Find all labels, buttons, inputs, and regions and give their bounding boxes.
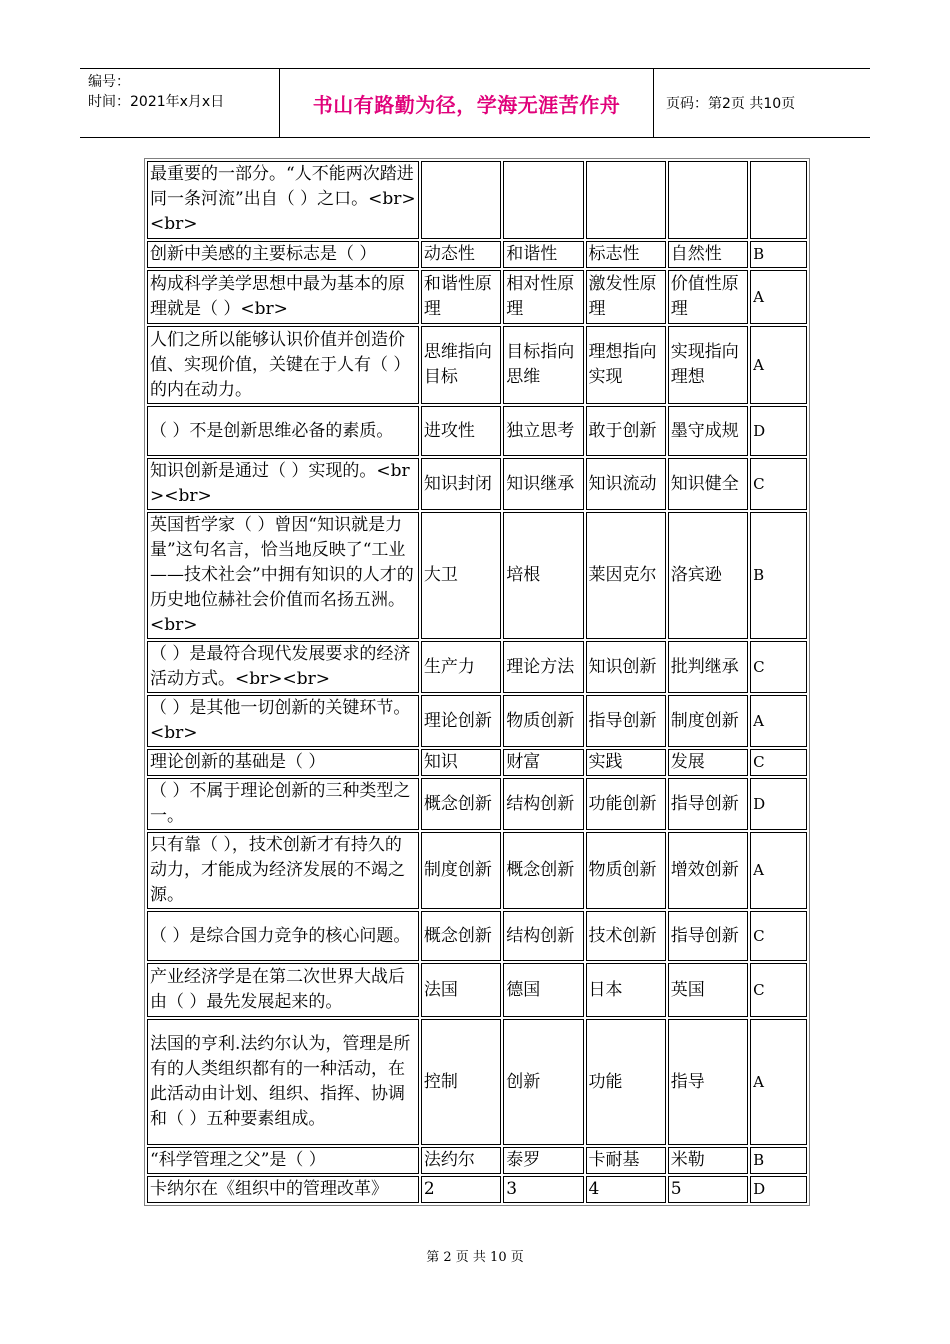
answer-cell: A: [750, 832, 807, 909]
time-label: 时间：2021年x月x日: [88, 94, 225, 110]
option-a-cell: 和谐性原理: [421, 270, 501, 324]
table-row: [147, 241, 807, 268]
question-cell: （ ）是最符合现代发展要求的经济活动方式。<br><br>: [147, 641, 419, 693]
question-table-body: [147, 161, 807, 1203]
answer-cell: C: [750, 641, 807, 693]
option-c-cell: 物质创新: [586, 832, 666, 909]
option-c-cell: 卡耐基: [586, 1147, 666, 1174]
option-c-cell: 标志性: [586, 241, 666, 268]
header-motto: 书山有路勤为径，学海无涯苦作舟: [280, 69, 654, 137]
option-a-cell: 理论创新: [421, 695, 501, 747]
option-c-cell: [586, 161, 666, 239]
page-footer: 第 2 页 共 10 页: [426, 1250, 524, 1265]
option-b-cell: 德国: [503, 963, 583, 1017]
answer-cell: A: [750, 1019, 807, 1145]
answer-cell: B: [750, 241, 807, 268]
option-a-cell: 控制: [421, 1019, 501, 1145]
option-d-cell: 墨守成规: [668, 406, 748, 456]
answer-cell: B: [750, 512, 807, 639]
option-a-cell: 进攻性: [421, 406, 501, 456]
option-d-cell: 增效创新: [668, 832, 748, 909]
option-c-cell: 知识流动: [586, 458, 666, 510]
option-b-cell: 独立思考: [503, 406, 583, 456]
option-a-cell: 知识封闭: [421, 458, 501, 510]
table-row: [147, 270, 807, 324]
table-row: [147, 512, 807, 639]
answer-cell: C: [750, 911, 807, 961]
option-c-cell: 敢于创新: [586, 406, 666, 456]
option-c-cell: 技术创新: [586, 911, 666, 961]
table-row: [147, 161, 807, 239]
number-label: 编号：: [88, 74, 130, 90]
question-cell: 理论创新的基础是（ ）: [147, 749, 419, 776]
option-d-cell: 发展: [668, 749, 748, 776]
option-d-cell: 洛宾逊: [668, 512, 748, 639]
option-b-cell: [503, 161, 583, 239]
answer-cell: B: [750, 1147, 807, 1174]
answer-cell: A: [750, 270, 807, 324]
table-row: [147, 778, 807, 830]
answer-cell: A: [750, 695, 807, 747]
option-d-cell: 制度创新: [668, 695, 748, 747]
option-b-cell: 结构创新: [503, 778, 583, 830]
option-d-cell: 指导创新: [668, 911, 748, 961]
option-d-cell: 批判继承: [668, 641, 748, 693]
question-cell: 英国哲学家（ ）曾因“知识就是力量”这句名言，恰当地反映了“工业——技术社会”中拥有知识的人才的历史地位赫社会价值而名扬五洲。<br>: [147, 512, 419, 639]
option-a-cell: 概念创新: [421, 778, 501, 830]
option-b-cell: 财富: [503, 749, 583, 776]
option-c-cell: 理想指向实现: [586, 326, 666, 404]
option-d-cell: 价值性原理: [668, 270, 748, 324]
table-row: [147, 832, 807, 909]
table-row: [147, 695, 807, 747]
option-b-cell: 培根: [503, 512, 583, 639]
option-d-cell: 知识健全: [668, 458, 748, 510]
option-d-cell: [668, 161, 748, 239]
option-d-cell: 米勒: [668, 1147, 748, 1174]
question-cell: 创新中美感的主要标志是（ ）: [147, 241, 419, 268]
option-c-cell: 莱因克尔: [586, 512, 666, 639]
option-b-cell: 泰罗: [503, 1147, 583, 1174]
option-c-cell: 知识创新: [586, 641, 666, 693]
option-a-cell: 生产力: [421, 641, 501, 693]
option-a-cell: 思维指向目标: [421, 326, 501, 404]
question-cell: 最重要的一部分。“人不能两次踏进同一条河流”出自（ ）之口。<br><br>: [147, 161, 419, 239]
answer-cell: A: [750, 326, 807, 404]
option-d-cell: 指导: [668, 1019, 748, 1145]
page-header: [80, 68, 870, 138]
table-row: [147, 911, 807, 961]
answer-cell: C: [750, 963, 807, 1017]
question-cell: （ ）是其他一切创新的关键环节。<br>: [147, 695, 419, 747]
option-a-cell: 2: [421, 1176, 501, 1203]
option-d-cell: 5: [668, 1176, 748, 1203]
option-d-cell: 英国: [668, 963, 748, 1017]
option-c-cell: 指导创新: [586, 695, 666, 747]
option-b-cell: 知识继承: [503, 458, 583, 510]
answer-cell: [750, 161, 807, 239]
table-row: [147, 963, 807, 1017]
option-b-cell: 创新: [503, 1019, 583, 1145]
option-b-cell: 结构创新: [503, 911, 583, 961]
option-a-cell: 动态性: [421, 241, 501, 268]
question-cell: （ ）不是创新思维必备的素质。: [147, 406, 419, 456]
answer-cell: D: [750, 1176, 807, 1203]
table-row: [147, 406, 807, 456]
option-b-cell: 和谐性: [503, 241, 583, 268]
question-cell: （ ）不属于理论创新的三种类型之一。: [147, 778, 419, 830]
answer-cell: D: [750, 406, 807, 456]
header-meta: [80, 69, 280, 137]
question-cell: 人们之所以能够认识价值并创造价值、实现价值，关键在于人有（ ）的内在动力。: [147, 326, 419, 404]
question-cell: 知识创新是通过（ ）实现的。<br><br>: [147, 458, 419, 510]
table-row: [147, 641, 807, 693]
option-b-cell: 3: [503, 1176, 583, 1203]
option-d-cell: 实现指向理想: [668, 326, 748, 404]
question-cell: 产业经济学是在第二次世界大战后由（ ）最先发展起来的。: [147, 963, 419, 1017]
option-c-cell: 功能创新: [586, 778, 666, 830]
question-cell: “科学管理之父”是（ ）: [147, 1147, 419, 1174]
option-b-cell: 概念创新: [503, 832, 583, 909]
question-cell: 构成科学美学思想中最为基本的原理就是（ ）<br>: [147, 270, 419, 324]
question-cell: 卡纳尔在《组织中的管理改革》: [147, 1176, 419, 1203]
option-b-cell: 物质创新: [503, 695, 583, 747]
option-c-cell: 功能: [586, 1019, 666, 1145]
question-table: [144, 158, 810, 1206]
option-a-cell: 知识: [421, 749, 501, 776]
question-cell: （ ）是综合国力竞争的核心问题。: [147, 911, 419, 961]
option-b-cell: 目标指向思维: [503, 326, 583, 404]
table-row: [147, 1019, 807, 1145]
option-c-cell: 实践: [586, 749, 666, 776]
question-cell: 法国的亨利.法约尔认为，管理是所有的人类组织都有的一种活动，在此活动由计划、组织、指挥、协调和（ ）五种要素组成。: [147, 1019, 419, 1145]
table-row: [147, 458, 807, 510]
option-a-cell: 法国: [421, 963, 501, 1017]
header-page-info: 页码：第2页 共10页: [666, 96, 796, 112]
table-row: [147, 749, 807, 776]
option-b-cell: 理论方法: [503, 641, 583, 693]
option-a-cell: [421, 161, 501, 239]
option-c-cell: 4: [586, 1176, 666, 1203]
table-row: [147, 1147, 807, 1174]
option-a-cell: 概念创新: [421, 911, 501, 961]
answer-cell: C: [750, 749, 807, 776]
answer-cell: C: [750, 458, 807, 510]
option-c-cell: 日本: [586, 963, 666, 1017]
option-c-cell: 激发性原理: [586, 270, 666, 324]
question-cell: 只有靠（ ），技术创新才有持久的动力，才能成为经济发展的不竭之源。: [147, 832, 419, 909]
answer-cell: D: [750, 778, 807, 830]
option-b-cell: 相对性原理: [503, 270, 583, 324]
option-a-cell: 大卫: [421, 512, 501, 639]
option-d-cell: 自然性: [668, 241, 748, 268]
table-row: [147, 326, 807, 404]
table-row: [147, 1176, 807, 1203]
option-a-cell: 制度创新: [421, 832, 501, 909]
option-d-cell: 指导创新: [668, 778, 748, 830]
option-a-cell: 法约尔: [421, 1147, 501, 1174]
